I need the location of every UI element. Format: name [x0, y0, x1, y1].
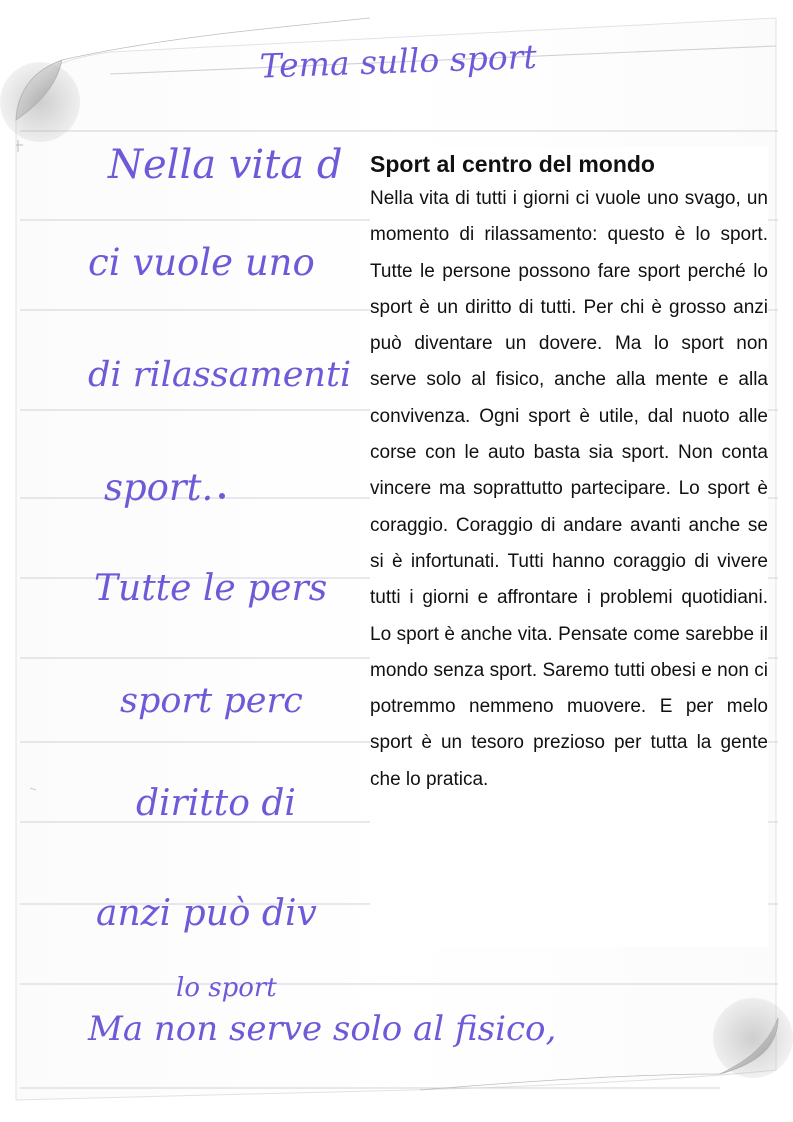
handwritten-line: diritto di: [136, 783, 296, 824]
handwritten-line: anzi può div: [96, 893, 317, 934]
typed-article: [370, 147, 768, 947]
handwritten-line: Ma non serve solo al fisico,: [88, 1009, 557, 1049]
article-body: Nella vita di tutti i giorni ci vuole uno svago, un momento di rilassamento: questo è lo sport. Tutte le persone possono fare sport perché lo sport è un diritto di tutti. Per chi è grosso anzi può diventare un dovere. Ma lo sport non serve solo al fisico, anche alla mente e alla convivenza. Ogni sport è utile, dal nuoto alle corse con le auto basta sia sport. Non conta vincere ma soprattutto partecipare. Lo sport è coraggio. Coraggio di andare avanti anche se si è infortunati. Tutti hanno coraggio di vivere tutti i giorni e affrontare i problemi quotidiani. Lo sport è anche vita. Pensate come sarebbe il mondo senza sport. Saremo tutti obesi e non ci potremmo nemmeno muovere. E per melo sport è un tesoro prezioso per tutta la gente che lo pratica.: [370, 188, 768, 790]
article-title: Sport al centro del mondo: [370, 151, 655, 177]
handwritten-title: Tema sullo sport: [259, 36, 538, 86]
handwritten-insertion: lo sport: [176, 973, 277, 1003]
handwritten-line: di rilassamenti: [88, 355, 352, 395]
handwritten-line: Nella vita d: [108, 142, 343, 188]
handwritten-line: ci vuole uno: [88, 241, 315, 284]
handwritten-line: Tutte le pers: [94, 568, 328, 609]
handwritten-line: sport.: [104, 466, 214, 509]
handwritten-line: sport perc: [120, 681, 303, 721]
